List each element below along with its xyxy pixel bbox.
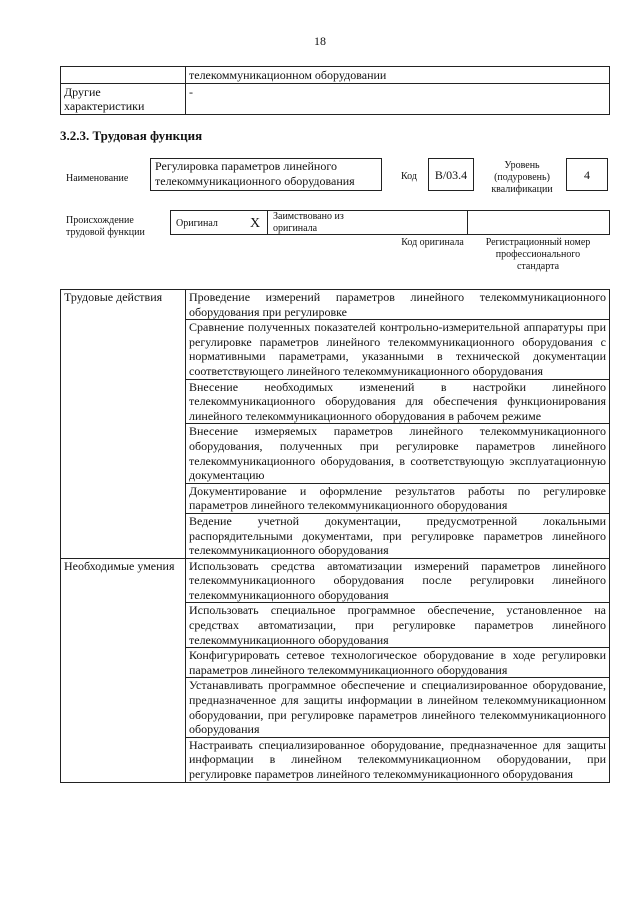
labor-action-item: Сравнение полученных показателей контрольно-измерительной аппаратуры при регулировке параметров линейного телекоммуникационного оборудования с нормативными параметрами, указанными в технической документации соответствующего линейного телекоммуникационного оборудования: [186, 320, 610, 379]
qualification-level-value: 4: [566, 158, 608, 191]
skill-item: Конфигурировать сетевое технологическое оборудование в ходе регулировки параметров линейного телекоммуникационного оборудования: [186, 648, 610, 678]
continuation-text: телекоммуникационном оборудовании: [186, 67, 610, 84]
continuation-empty-cell: [61, 67, 186, 84]
function-details-table: [60, 289, 610, 783]
labor-actions-label: Трудовые действия: [61, 290, 186, 559]
labor-action-item: Внесение измеряемых параметров линейного телекоммуникационного оборудования, полученных при регулировке параметров линейного телекоммуникационного оборудования, в соответствующую эксплуатационную документацию: [186, 424, 610, 483]
name-label: Наименование: [66, 173, 129, 184]
skill-item: Настраивать специализированное оборудование, предназначенное для защиты информации в линейном телекоммуникационном оборудовании, при регулировке параметров линейного телекоммуникационного оборудования: [186, 737, 610, 782]
other-characteristics-value: -: [186, 84, 610, 115]
skill-item: Устанавливать программное обеспечение и специализированное оборудование, предназначенное для защиты информации в линейном телекоммуникационном оборудовании, при регулировке параметров линейного телекоммуникационного оборудования: [186, 678, 610, 737]
origin-divider: [267, 211, 268, 235]
origin-box: [170, 210, 610, 235]
original-mark: X: [250, 216, 261, 231]
skill-item: Использовать средства автоматизации измерений параметров линейного телекоммуникационного оборудования после регулировки линейного телекоммуникационного оборудования: [186, 558, 610, 603]
labor-action-item: Документирование и оформление результатов работы по регулировке параметров линейного телекоммуникационного оборудования: [186, 483, 610, 513]
labor-action-item: Ведение учетной документации, предусмотренной локальными распорядительными документами, при регулировке параметров линейного телекоммуникационного оборудования: [186, 513, 610, 558]
labor-action-item: Проведение измерений параметров линейного телекоммуникационного оборудования при регулировке: [186, 290, 610, 320]
labor-action-item: Внесение необходимых изменений в настройки линейного телекоммуникационного оборудования для обеспечения функционирования линейного телекоммуникационного оборудования в рабочем режиме: [186, 379, 610, 424]
skill-item: Использовать специальное программное обеспечение, установленное на средствах автоматизации, при регулировке параметров линейного телекоммуникационного оборудования: [186, 603, 610, 648]
page-number: 18: [314, 34, 326, 48]
code-label: Код: [401, 171, 417, 182]
origin-label: Происхождение трудовой функции: [66, 215, 145, 238]
registration-number-caption: Регистрационный номер профессионального стандарта: [485, 237, 591, 272]
code-original-caption: Код оригинала: [401, 237, 464, 248]
function-name-value: Регулировка параметров линейного телекоммуникационного оборудования: [150, 158, 382, 191]
original-label: Оригинал: [176, 218, 218, 229]
qualification-level-label: Уровень (подуровень) квалификации: [491, 160, 553, 195]
borrowed-label: Заимствовано из оригинала: [273, 211, 344, 234]
continuation-table: [60, 66, 610, 115]
other-characteristics-label: Другие характеристики: [61, 84, 186, 115]
function-code-value: B/03.4: [428, 158, 474, 191]
required-skills-label: Необходимые умения: [61, 558, 186, 782]
section-heading: 3.2.3. Трудовая функция: [60, 128, 203, 143]
origin-divider: [467, 211, 468, 235]
